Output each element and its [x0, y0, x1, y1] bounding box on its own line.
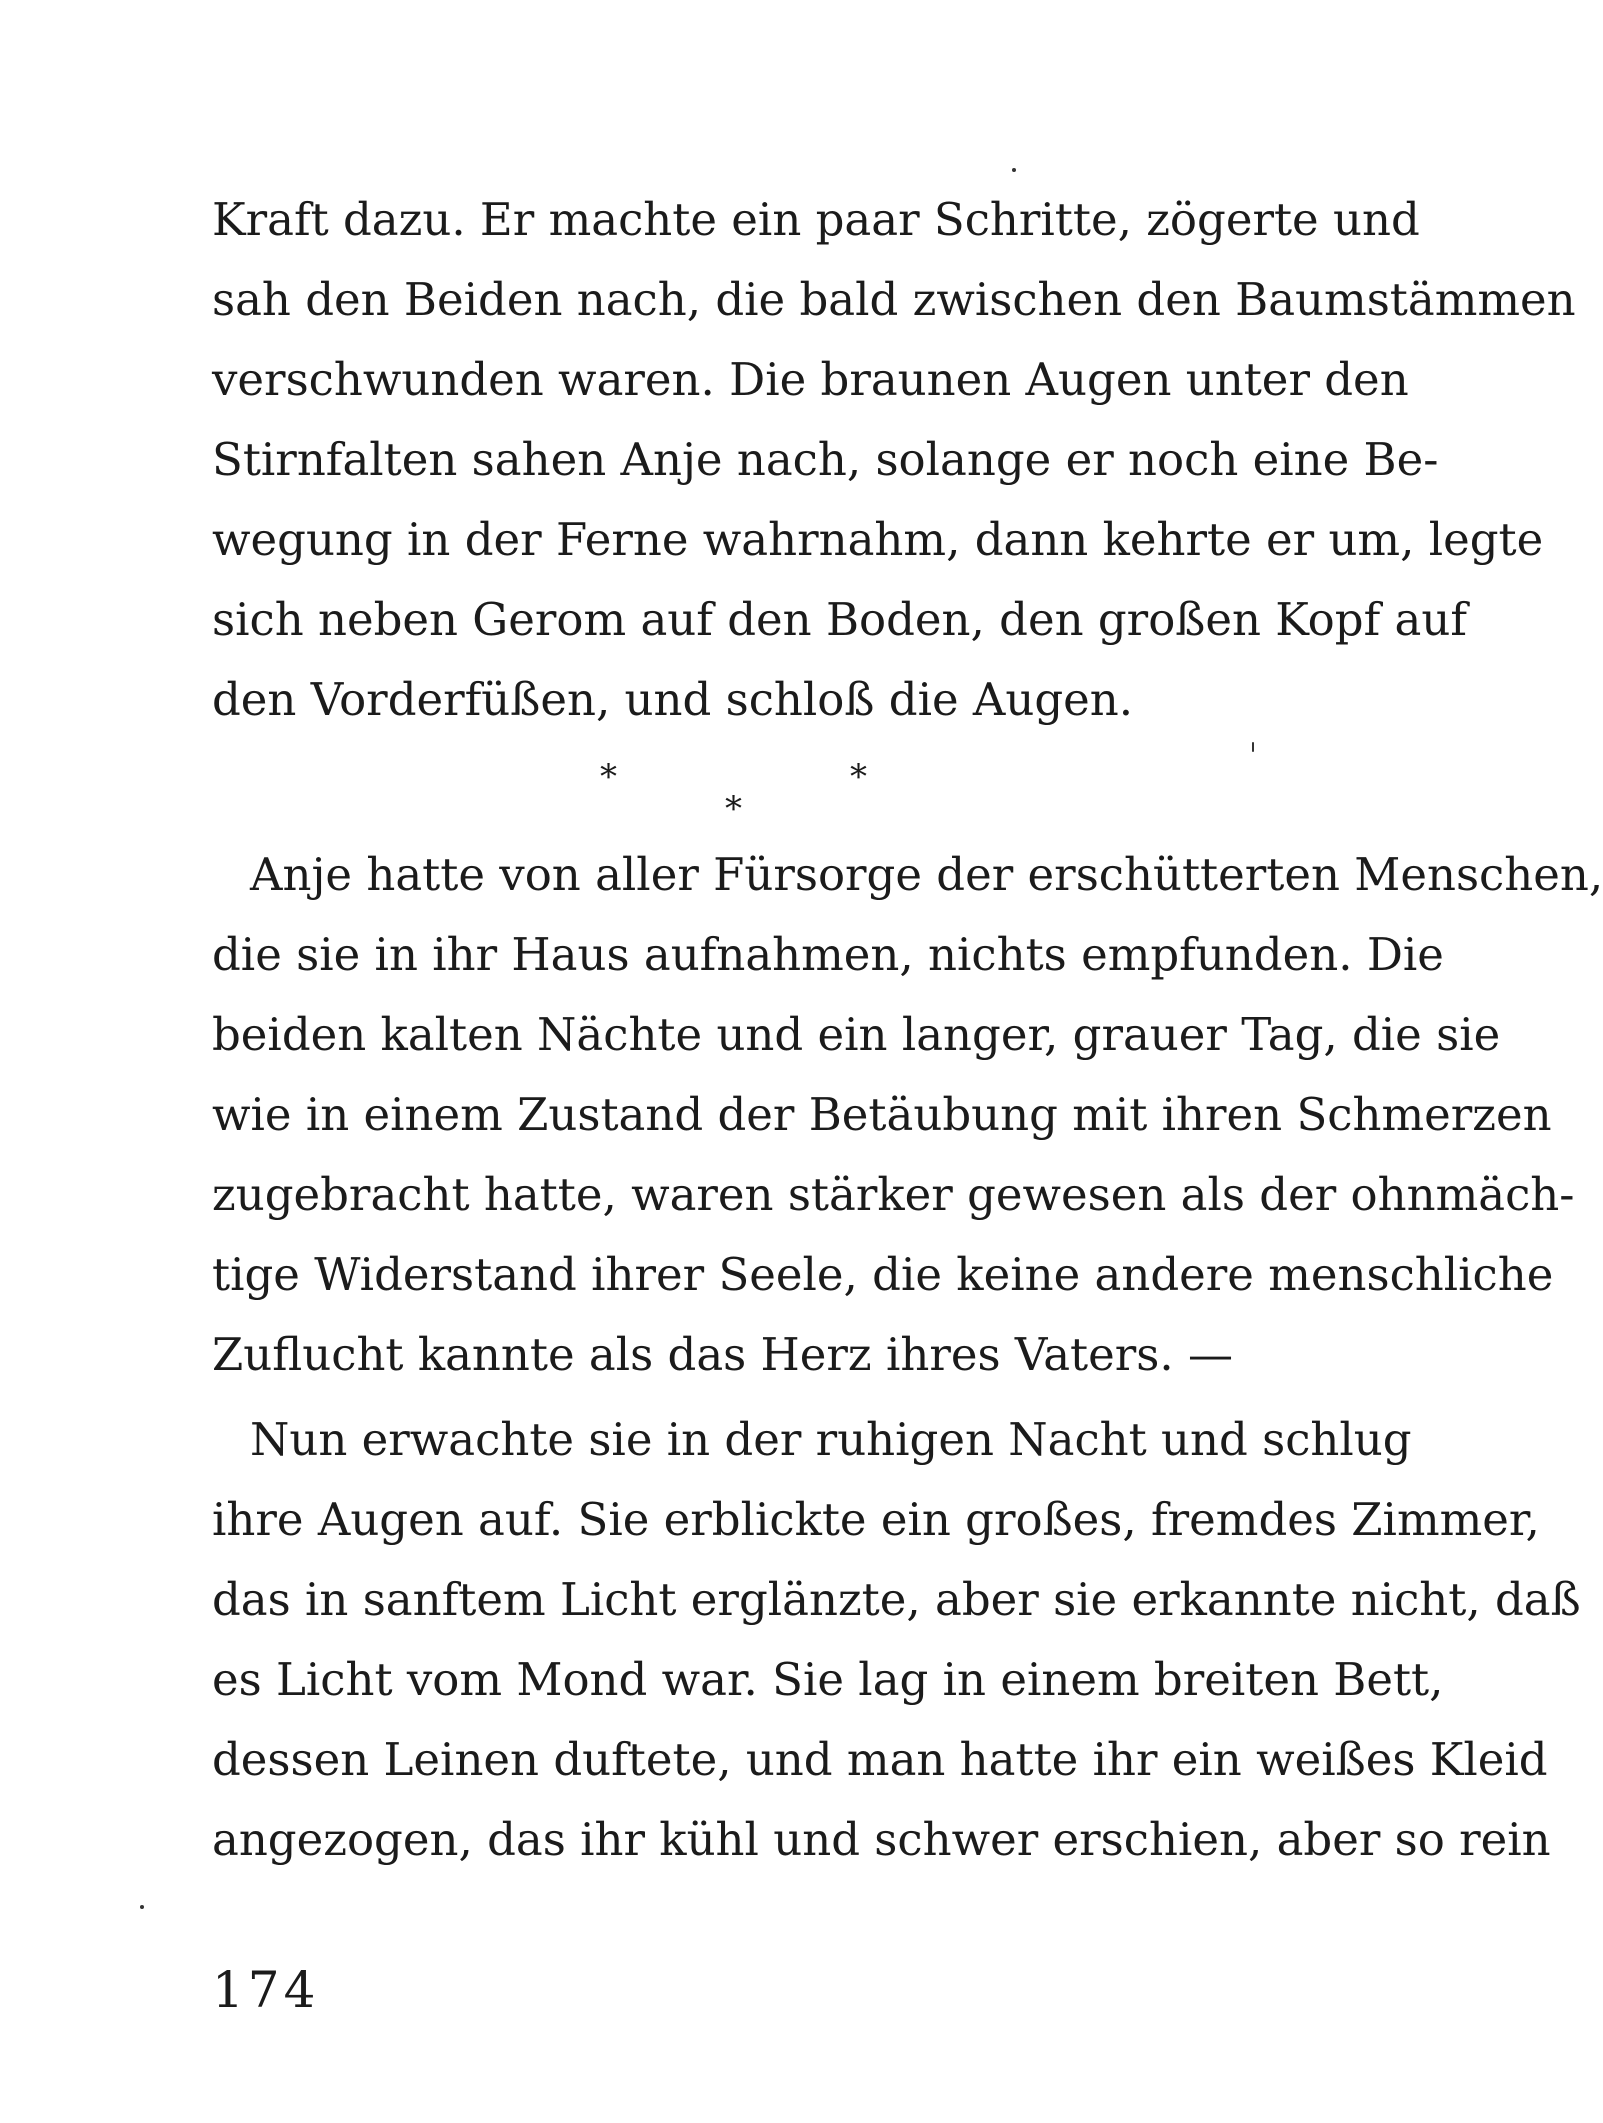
text-line: Anje hatte von aller Fürsorge der erschütterten Menschen,	[250, 848, 1603, 901]
text-line: ihre Augen auf. Sie erblickte ein großes, fremdes Zimmer,	[212, 1493, 1540, 1546]
text-line: wie in einem Zustand der Betäubung mit ihren Schmerzen	[212, 1088, 1552, 1141]
text-line: das in sanftem Licht erglänzte, aber sie erkannte nicht, daß	[212, 1573, 1581, 1626]
section-separator	[580, 757, 900, 850]
text-line: sah den Beiden nach, die bald zwischen den Baumstämmen	[212, 273, 1576, 326]
text-line: Stirnfalten sahen Anje nach, solange er noch eine Be-	[212, 433, 1439, 486]
text-line: sich neben Gerom auf den Boden, den großen Kopf auf	[212, 593, 1467, 646]
scan-speck	[1252, 742, 1254, 752]
text-line: es Licht vom Mond war. Sie lag in einem breiten Bett,	[212, 1653, 1444, 1706]
text-line: angezogen, das ihr kühl und schwer erschien, aber so rein	[212, 1813, 1551, 1866]
page-number: 174	[212, 1961, 320, 2019]
separator-asterisk: *	[600, 757, 617, 797]
text-line: verschwunden waren. Die braunen Augen unter den	[212, 353, 1409, 406]
text-line: dessen Leinen duftete, und man hatte ihr ein weißes Kleid	[212, 1733, 1548, 1786]
separator-asterisk: *	[725, 789, 742, 829]
text-line: den Vorderfüßen, und schloß die Augen.	[212, 673, 1134, 726]
text-line: beiden kalten Nächte und ein langer, grauer Tag, die sie	[212, 1008, 1501, 1061]
text-line: wegung in der Ferne wahrnahm, dann kehrte er um, legte	[212, 513, 1544, 566]
scan-speck	[1012, 168, 1016, 172]
text-line: tige Widerstand ihrer Seele, die keine andere menschliche	[212, 1248, 1554, 1301]
text-line: Zuflucht kannte als das Herz ihres Vaters. —	[212, 1328, 1233, 1381]
text-line: zugebracht hatte, waren stärker gewesen als der ohnmäch-	[212, 1168, 1575, 1221]
scan-speck	[140, 1905, 144, 1909]
text-line: Nun erwachte sie in der ruhigen Nacht und schlug	[250, 1413, 1412, 1466]
separator-asterisk: *	[850, 757, 867, 797]
text-line: Kraft dazu. Er machte ein paar Schritte, zögerte und	[212, 193, 1420, 246]
text-line: die sie in ihr Haus aufnahmen, nichts empfunden. Die	[212, 928, 1444, 981]
